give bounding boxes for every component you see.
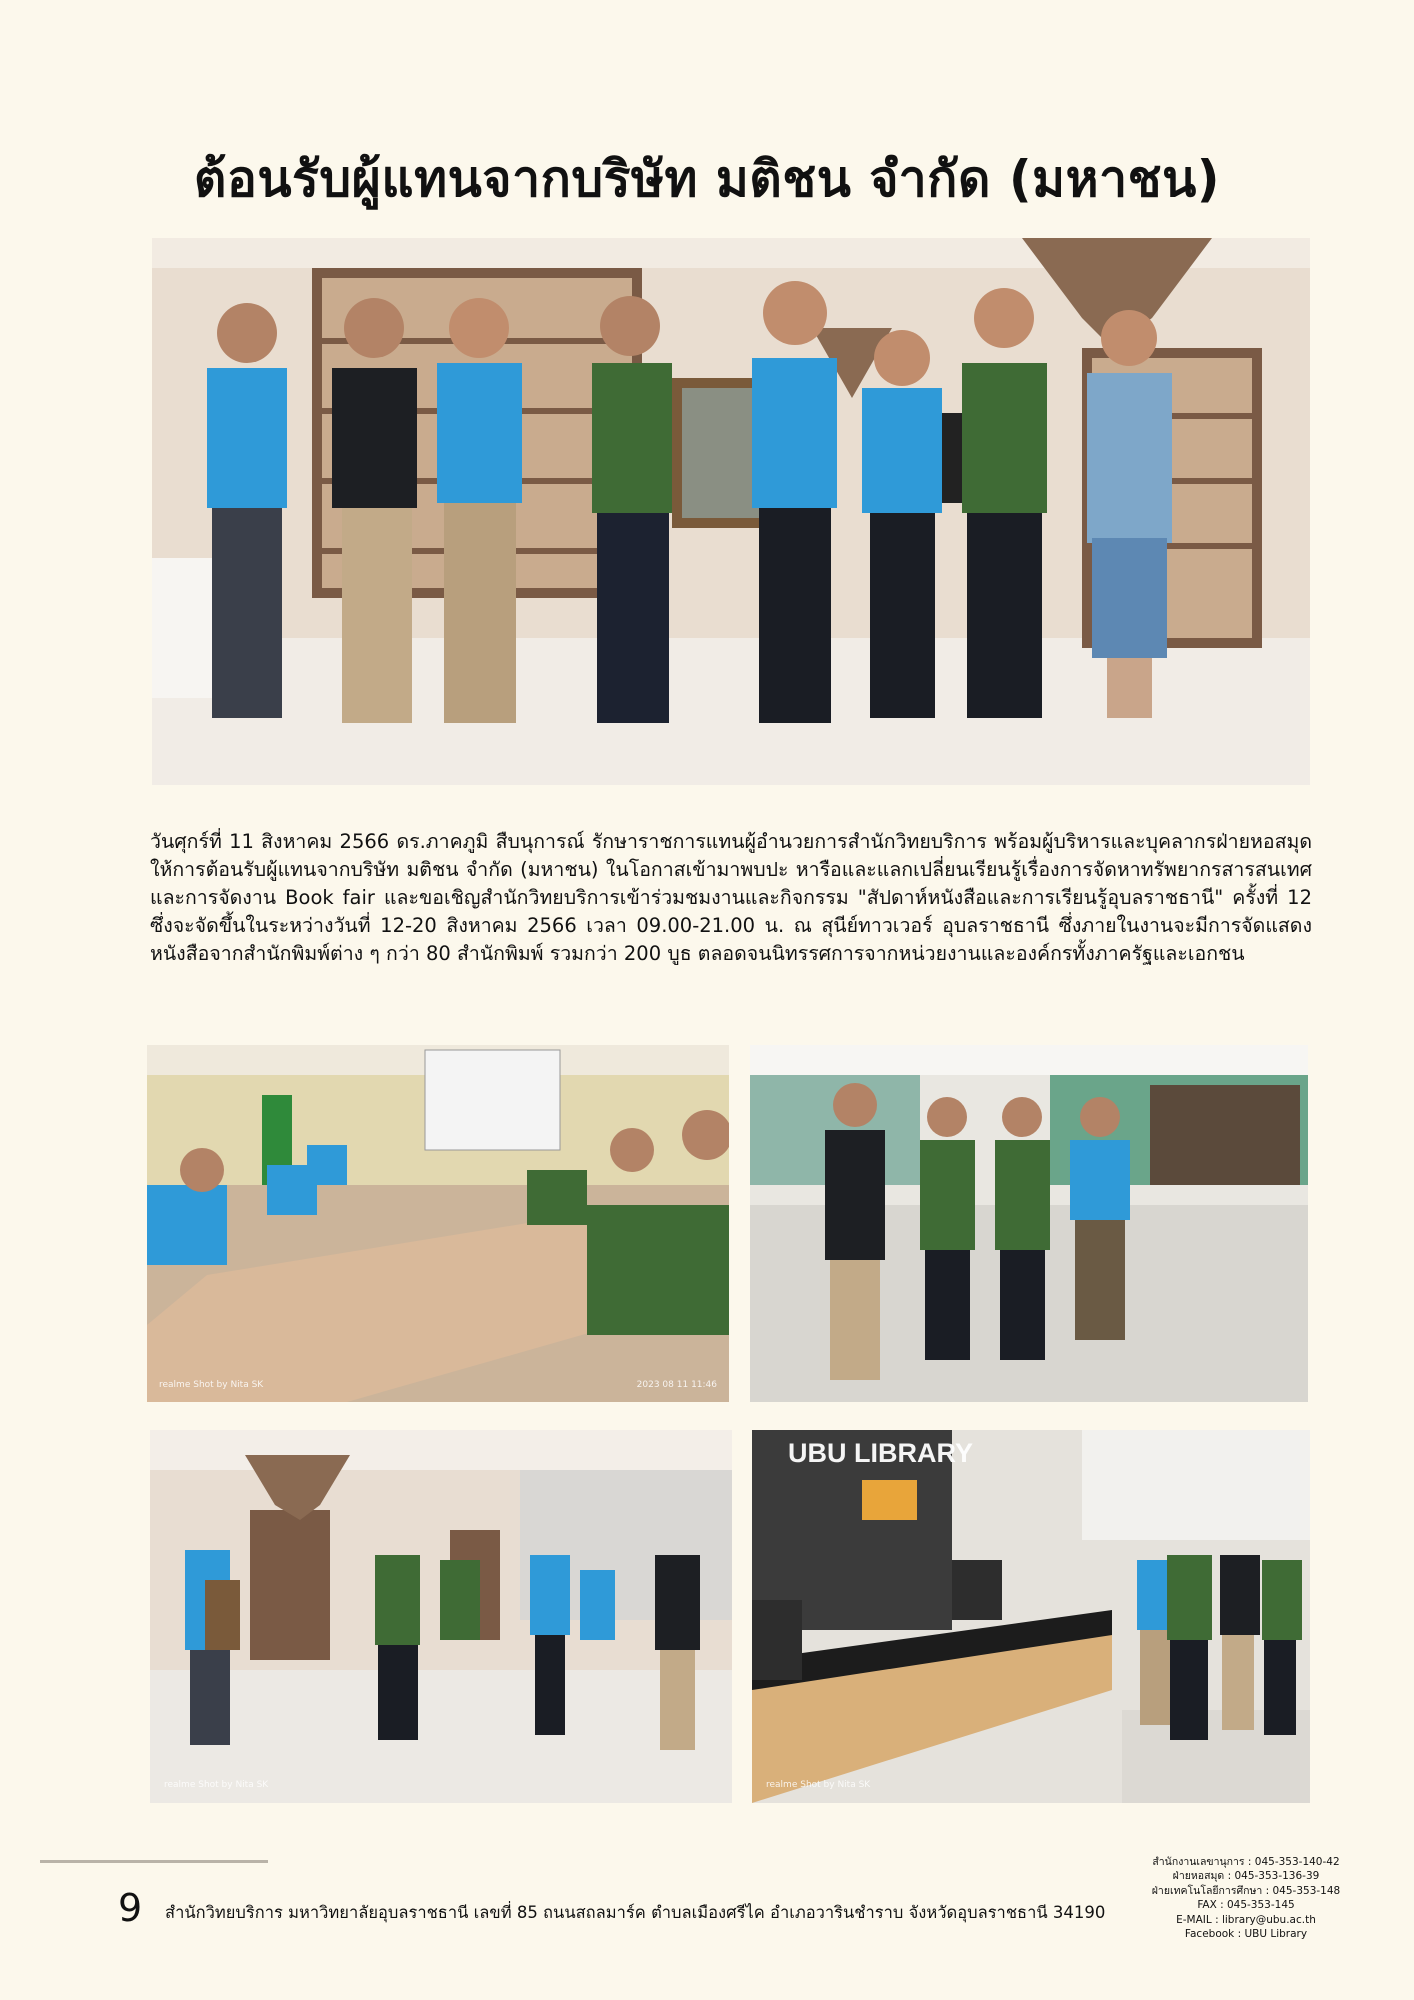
library-visit-photo (750, 1045, 1308, 1402)
contact-line: ฝ่ายหอสมุด : 045-353-136-39 (1172, 1870, 1320, 1883)
page-title: ต้อนรับผู้แทนจากบริษัท มติชน จำกัด (มหาชน) (193, 150, 1221, 208)
library-counter-photo (752, 1430, 1310, 1803)
article-text: วันศุกร์ที่ 11 สิงหาคม 2566 ดร.ภาคภูมิ สืบนุการณ์ รักษาราชการแทนผู้อำนวยการสำนักวิทยบริการ พร้อมผู้บริหารและบุคลากรฝ่ายหอสมุด ให้การต้อนรับผู้แทนจากบริษัท มติชน จำกัด (มหาชน) ในโอกาสเข้ามาพบปะ หารือและแลกเปลี่ยนเรียนรู้เรื่องการจัดหาทรัพยากรสารสนเทศและการจัดงาน Book fair และขอเชิญสำนักวิทยบริการเข้าร่วมชมงานและกิจกรรม "สัปดาห์หนังสือและการเรียนรู้อุบลราชธานี" ครั้งที่ 12 ซึ่งจะจัดขึ้นในระหว่างวันที่ 12-20 สิงหาคม 2566 เวลา 09.00-21.00 น. ณ สุนีย์ทาวเวอร์ อุบลราชธานี ซึ่งภายในงานจะมีการจัดแสดงหนังสือจากสำนักพิมพ์ต่าง ๆ กว่า 80 สำนักพิมพ์ รวมกว่า 200 บูธ ตลอดจนนิทรรศการจากหน่วยงานและองค์กรทั้งภาครัฐและเอกชน (150, 830, 1312, 965)
photo-timestamp: 2023 08 11 11:46 (636, 1380, 717, 1390)
contact-line: สำนักงานเลขานุการ : 045-353-140-42 (1152, 1856, 1340, 1868)
contact-block (1130, 1855, 1362, 1941)
photo-stamp: realme Shot by Nita SK (766, 1780, 871, 1790)
page-number: 9 (118, 1886, 143, 1930)
contact-line: FAX : 045-353-145 (1197, 1899, 1295, 1912)
frame-presentation-photo (150, 1430, 732, 1803)
photo-stamp: realme Shot by Nita SK (164, 1780, 269, 1790)
group-photo (152, 238, 1310, 785)
contact-line: E-MAIL : library@ubu.ac.th (1176, 1913, 1316, 1926)
meeting-photo (147, 1045, 729, 1402)
contact-line: ฝ่ายเทคโนโลยีการศึกษา : 045-353-148 (1151, 1884, 1341, 1897)
footer-divider (40, 1860, 268, 1863)
library-sign: UBU LIBRARY (788, 1438, 973, 1468)
photo-stamp: realme Shot by Nita SK (159, 1380, 264, 1390)
contact-line: Facebook : UBU Library (1184, 1928, 1308, 1941)
article-body (150, 828, 1312, 968)
footer-address: สำนักวิทยบริการ มหาวิทยาลัยอุบลราชธานี เลขที่ 85 ถนนสถลมาร์ค ตำบลเมืองศรีไค อำเภอวารินชำราบ จังหวัดอุบลราชธานี 34190 (165, 1903, 1106, 1922)
